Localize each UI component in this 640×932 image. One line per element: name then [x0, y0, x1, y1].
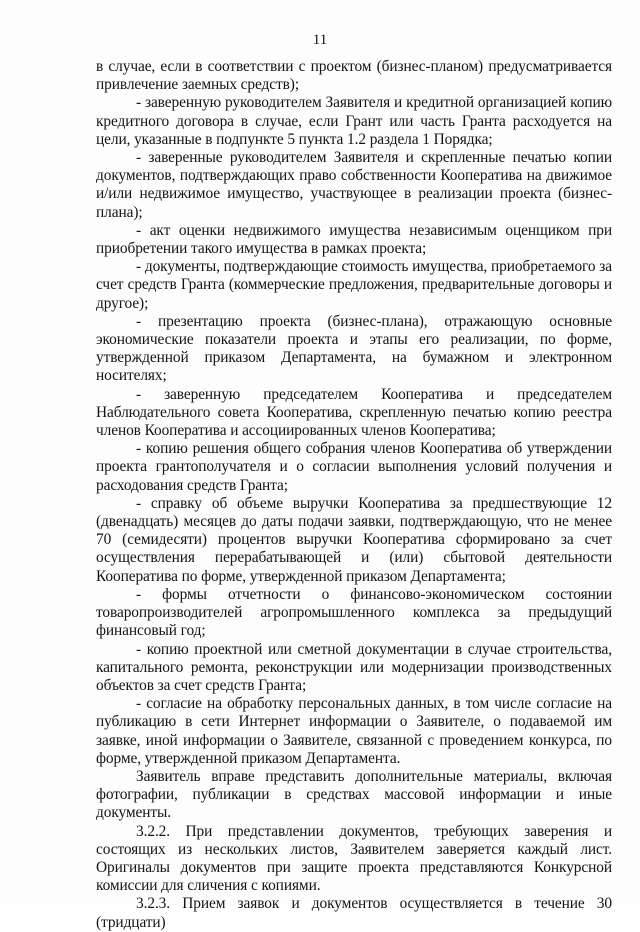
- paragraph: Заявитель вправе представить дополнительные материалы, включая фотографии, публикации в средствах массовой информации и иные документы.: [96, 767, 612, 822]
- page-number: 11: [312, 32, 328, 48]
- paragraph: в случае, если в соответствии с проектом (бизнес-планом) предусматривается привлечение заемных средств);: [96, 58, 612, 94]
- paragraph: - документы, подтверждающие стоимость имущества, приобретаемого за счет средств Гранта (коммерческие предложения, предварительные договоры и другое);: [96, 258, 612, 312]
- paragraph: - формы отчетности о финансово-экономическом состоянии товаропроизводителей агропромышленного комплекса за предыдущий финансовый год;: [96, 585, 612, 640]
- paragraph: - заверенные руководителем Заявителя и скрепленные печатью копии документов, подтверждающих право собственности Кооператива на движимое и/или недвижимое имущество, участвующее в реализации проекта (бизнес-плана);: [96, 149, 612, 221]
- paragraph: - согласие на обработку персональных данных, в том числе согласие на публикацию в сети Интернет информации о Заявителе, о подаваемой им заявке, иной информации о Заявителе, связанной с проведением конкурса, по форме, утвержденной приказом Департамента.: [96, 695, 612, 767]
- paragraph: - справку об объеме выручки Кооператива за предшествующие 12 (двенадцать) месяцев до даты подачи заявки, подтверждающую, что не менее 70 (семидесяти) процентов выручки Кооператива сформировано за счет осуществления перерабатывающей и (или) сбытовой деятельности Кооператива по форме, утвержденной приказом Департамента;: [96, 494, 612, 585]
- paragraph: - заверенную руководителем Заявителя и кредитной организацией копию кредитного договора в случае, если Грант или часть Гранта расходуется на цели, указанные в подпункте 5 пункта 1.2 раздела 1 Порядка;: [96, 94, 612, 148]
- paragraph: - копию проектной или сметной документации в случае строительства, капитального ремонта, реконструкции или модернизации производственных объектов за счет средств Гранта;: [96, 640, 612, 694]
- paragraph: 3.2.3. Прием заявок и документов осуществляется в течение 30 (тридцати): [96, 895, 612, 931]
- paragraph: - заверенную председателем Кооператива и председателем Наблюдательного совета Кооператива, скрепленную печатью копию реестра членов Кооператива и ассоциированных членов Кооператива;: [96, 385, 612, 440]
- paragraph: - копию решения общего собрания членов Кооператива об утверждении проекта грантополучателя и о согласии выполнения условий получения и расходования средств Гранта;: [96, 440, 612, 494]
- paragraph: - презентацию проекта (бизнес-плана), отражающую основные экономические показатели проекта и этапы его реализации, по форме, утвержденной приказом Департамента, на бумажном и электронном носителях;: [96, 312, 612, 385]
- paragraph: - акт оценки недвижимого имущества независимым оценщиком при приобретении такого имущества в рамках проекта;: [96, 221, 612, 258]
- document-body: [96, 58, 612, 932]
- paragraph: 3.2.2. При представлении документов, требующих заверения и состоящих из нескольких листов, Заявителем заверяется каждый лист. Оригиналы документов при защите проекта представляются Конкурсной комиссии для сличения с копиями.: [96, 822, 612, 895]
